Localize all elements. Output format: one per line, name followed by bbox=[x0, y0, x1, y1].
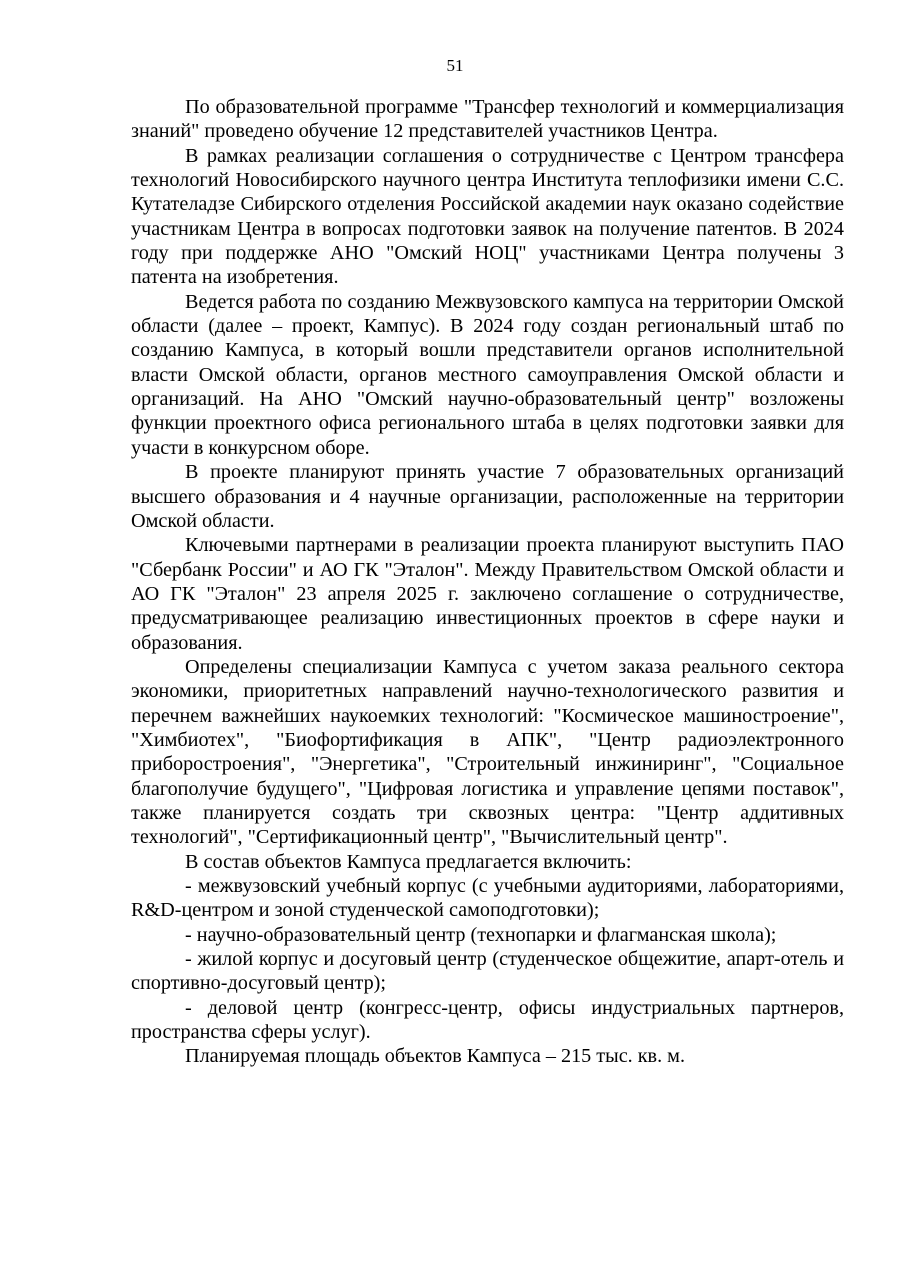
paragraph-partners: Ключевыми партнерами в реализации проекта планируют выступить ПАО "Сбербанк России" и АО ГК "Эталон". Между Правительством Омской области и АО ГК "Эталон" 23 апреля 2025 г. заключено соглашение о сотрудничестве, предусматривающее реализацию инвестиционных проектов в сфере науки и образования. bbox=[131, 534, 844, 654]
document-body bbox=[131, 95, 844, 1069]
paragraph-participants: В проекте планируют принять участие 7 образовательных организаций высшего образования и 4 научные организации, расположенные на территории Омской области. bbox=[131, 461, 844, 532]
list-item-business-center: - деловой центр (конгресс-центр, офисы индустриальных партнеров, пространства сферы услуг). bbox=[131, 996, 844, 1044]
paragraph-specializations: Определены специализации Кампуса с учетом заказа реального сектора экономики, приоритетных направлений научно-технологического развития и перечнем важнейших наукоемких технологий: "Космическое машиностроение", "Химбиотех", "Биофортификация в АПК", "Центр радиоэлектронного приборостроения", "Энергетика", "Строительный инжиниринг", "Социальное благополучие будущего", "Цифровая логистика и управление цепями поставок", также планируется создать три сквозных центра: "Центр аддитивных технологий", "Сертификационный центр", "Вычислительный центр". bbox=[131, 655, 844, 849]
list-item-residential-building: - жилой корпус и досуговый центр (студенческое общежитие, апарт-отель и спортивно-досуговый центр); bbox=[131, 948, 844, 995]
paragraph-area: Планируемая площадь объектов Кампуса – 215 тыс. кв. м. bbox=[185, 1045, 686, 1068]
page-number: 51 bbox=[446, 56, 464, 75]
list-item-academic-building: - межвузовский учебный корпус (с учебными аудиториями, лабораториями, R&D-центром и зоной студенческой самоподготовки); bbox=[131, 875, 844, 922]
paragraph-patents: В рамках реализации соглашения о сотрудничестве с Центром трансфера технологий Новосибирского научного центра Института теплофизики имени С.С. Кутателадзе Сибирского отделения Российской академии наук оказано содействие участникам Центра в вопросах подготовки заявок на получение патентов. В 2024 году при поддержке АНО "Омский НОЦ" участниками Центра получены 3 патента на изобретения. bbox=[131, 144, 844, 289]
paragraph-campus-creation: Ведется работа по созданию Межвузовского кампуса на территории Омской области (далее – проект, Кампус). В 2024 году создан региональный штаб по созданию Кампуса, в который вошли представители органов исполнительной власти Омской области, органов местного самоуправления Омской области и организаций. На АНО "Омский научно-образовательный центр" возложены функции проектного офиса регионального штаба в целях подготовки заявки для участи в конкурсном оборе. bbox=[131, 290, 844, 459]
paragraph-objects-intro: В состав объектов Кампуса предлагается включить: bbox=[185, 850, 632, 873]
list-item-research-center: - научно-образовательный центр (технопарки и флагманская школа); bbox=[185, 923, 777, 946]
paragraph-training: По образовательной программе "Трансфер технологий и коммерциализация знаний" проведено обучение 12 представителей участников Центра. bbox=[131, 96, 844, 143]
